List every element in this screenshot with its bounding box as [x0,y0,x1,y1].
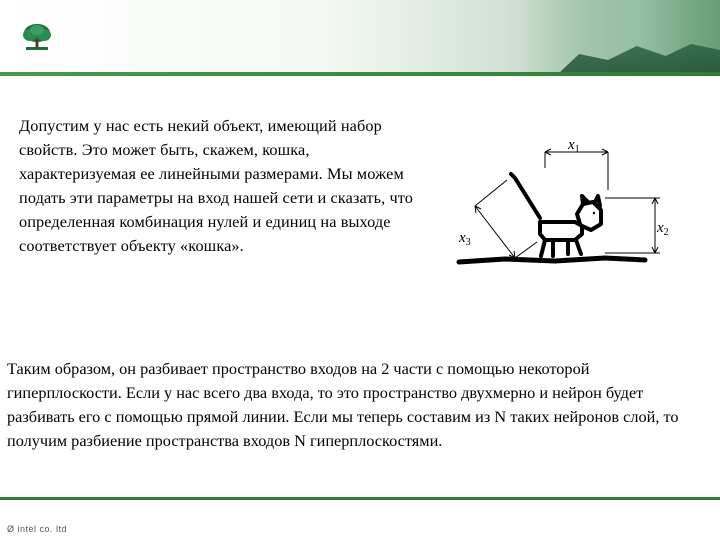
x1-dimension [545,149,608,190]
footer-rule [0,497,720,500]
x2-label: $x_2$ [657,220,669,238]
footer-text: Ø intel co. ltd [7,524,68,534]
x1-label: $x_1$ [568,137,580,155]
x2-dimension [605,198,660,253]
x3-label: $x_3$ [459,230,471,248]
ground-line [459,258,645,262]
tree-logo-icon [20,22,54,52]
cat-dimensions-figure [445,130,695,280]
conclusion-paragraph: Таким образом, он разбивает пространство входов на 2 части с помощью некоторой гиперплоскости. Если у нас всего два входа, то это пространство двухмерно и нейрон будет разбивать его с помощью прямой линии. Если мы теперь составим из N таких нейронов слой, то получим разбиение пространства входов N гиперплоскостями. [7,359,679,450]
cat-eye [593,212,595,214]
intro-paragraph: Допустим у нас есть некий объект, имеющий набор свойств. Это может быть, скажем, кошка, характеризуемая ее линейными размерами. Мы можем подать эти параметры на вход нашей сети и сказать, что определенная комбинация нулей и единиц на выходе соответствует объекту «кошка». [19,116,413,255]
x3-dimension [475,180,537,258]
header-banner [0,0,720,72]
cat-drawing [511,174,601,256]
header-rule [0,72,720,76]
